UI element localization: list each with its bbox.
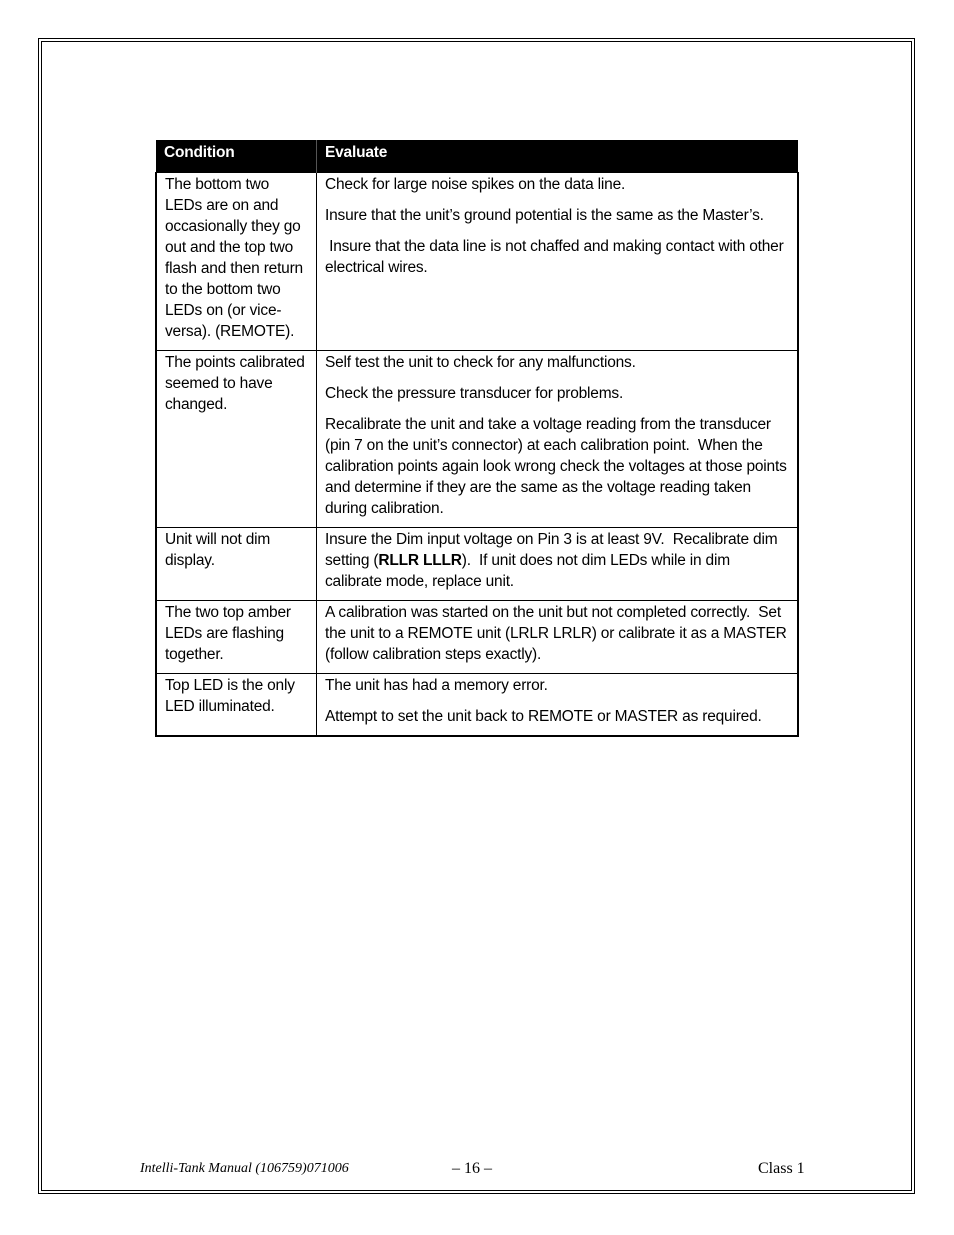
evaluate-cell bbox=[317, 173, 799, 351]
table-row bbox=[156, 351, 798, 528]
evaluate-paragraph: A calibration was started on the unit but not completed correctly. Set the unit to a REMOTE unit (LRLR LRLR) or calibrate it as a MASTER (follow calibration steps exactly). bbox=[325, 604, 791, 663]
table-row bbox=[156, 528, 798, 601]
calibration-code: RLLR LLLR bbox=[378, 552, 462, 569]
evaluate-paragraph: Attempt to set the unit back to REMOTE or MASTER as required. bbox=[325, 708, 762, 725]
evaluate-cell bbox=[317, 601, 799, 674]
evaluate-paragraph bbox=[325, 529, 789, 592]
evaluate-text: Insure the Dim input voltage on Pin 3 is at least 9V. Recalibrate dim setting ( bbox=[325, 531, 782, 569]
table-row bbox=[156, 173, 798, 351]
evaluate-text: ). If unit does not dim LEDs while in dim calibrate mode, replace unit. bbox=[325, 552, 735, 590]
footer-class: Class 1 bbox=[758, 1160, 805, 1177]
evaluate-paragraph: Check the pressure transducer for problems. bbox=[325, 385, 624, 402]
condition-cell: Unit will not dim display. bbox=[156, 528, 317, 601]
footer-page-number: – 16 – bbox=[452, 1160, 492, 1177]
evaluate-cell bbox=[317, 674, 799, 737]
evaluate-header: Evaluate bbox=[317, 140, 799, 173]
evaluate-paragraph: Insure that the data line is not chaffed and making contact with other electrical wires. bbox=[325, 238, 788, 276]
evaluate-paragraph: Self test the unit to check for any malfunctions. bbox=[325, 354, 636, 371]
condition-cell: The points calibrated seemed to have changed. bbox=[156, 351, 317, 528]
table-row bbox=[156, 601, 798, 674]
table-header-row bbox=[156, 140, 798, 173]
condition-cell: The bottom two LEDs are on and occasionally they go out and the top two flash and then return to the bottom two LEDs on (or vice-versa). (REMOTE). bbox=[156, 173, 317, 351]
evaluate-paragraph: The unit has had a memory error. bbox=[325, 677, 548, 694]
evaluate-paragraph: Insure that the unit’s ground potential is the same as the Master’s. bbox=[325, 207, 764, 224]
footer-manual-title: Intelli-Tank Manual (106759)071006 bbox=[140, 1161, 349, 1176]
evaluate-paragraph: Recalibrate the unit and take a voltage reading from the transducer (pin 7 on the unit’s connector) at each calibration point. When the calibration points again look wrong check the voltages at those points and determine if they are the same as the voltage reading taken during calibration. bbox=[325, 416, 791, 517]
table-row bbox=[156, 674, 798, 737]
evaluate-cell bbox=[317, 528, 799, 601]
evaluate-paragraph: Check for large noise spikes on the data line. bbox=[325, 176, 626, 193]
evaluate-cell bbox=[317, 351, 799, 528]
troubleshooting-table bbox=[155, 140, 799, 737]
condition-header: Condition bbox=[156, 140, 317, 173]
condition-cell: The two top amber LEDs are flashing together. bbox=[156, 601, 317, 674]
condition-cell: Top LED is the only LED illuminated. bbox=[156, 674, 317, 737]
